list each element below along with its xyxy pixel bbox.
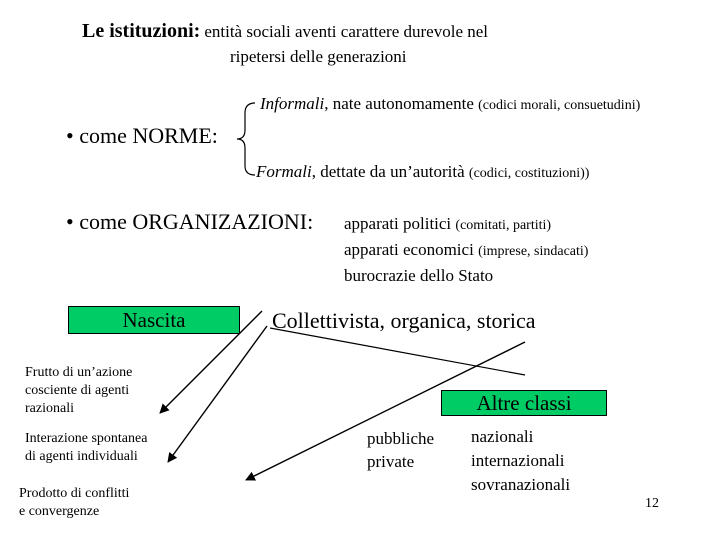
norme-label: • come NORME: (66, 123, 218, 148)
origin-line-6: Prodotto di conflitti (19, 486, 130, 501)
org-item-politici-text: apparati politici (344, 214, 452, 233)
title-text-2: ripetersi delle generazioni (230, 47, 407, 66)
origin-line-5: di agenti individuali (25, 449, 138, 464)
altre-classi-nazionali: nazionali (471, 427, 534, 446)
formali-word: Formali (256, 162, 312, 181)
org-item-politici-note: (comitati, partiti) (455, 218, 552, 233)
informali-text: , nate autonomamente (324, 94, 474, 113)
arrow-nascita-to-interazione (168, 326, 267, 462)
origin-line-1: Frutto di un’azione (25, 365, 133, 380)
formali-note: (codici, costituzioni)) (468, 166, 590, 181)
origin-line-4: Interazione spontanea (25, 431, 148, 446)
informali-note: (codici morali, consuetudini) (478, 98, 641, 113)
organizzazioni-label: • come ORGANIZAZIONI: (66, 209, 314, 234)
org-item-economici-note: (imprese, sindacati) (478, 244, 589, 259)
informali-word: Informali (260, 94, 325, 113)
arrow-descr-to-conflitti (246, 342, 525, 480)
nascita-description: Collettivista, organica, storica (272, 308, 536, 333)
org-item-economici-text: apparati economici (344, 240, 474, 259)
altre-classi-internazionali: internazionali (471, 451, 565, 470)
title-text-1: entità sociali aventi carattere durevole nel (204, 22, 489, 41)
norme-brace (237, 103, 255, 175)
title-bold: Le istituzioni: (82, 20, 201, 42)
formali-text: , dettate da un’autorità (311, 162, 465, 181)
origin-line-2: cosciente di agenti (25, 383, 130, 398)
arrow-nascita-to-frutto (160, 311, 262, 413)
nascita-box: Nascita (68, 306, 240, 334)
origin-line-7: e convergenze (19, 504, 100, 519)
altre-classi-private: private (367, 452, 415, 471)
arrow-nascita-to-conflitti (270, 328, 525, 375)
altre-classi-box: Altre classi (441, 390, 607, 416)
origin-line-3: razionali (25, 401, 74, 416)
page-number: 12 (645, 496, 659, 511)
org-item-burocrazie: burocrazie dello Stato (344, 266, 494, 285)
altre-classi-pubbliche: pubbliche (367, 429, 435, 448)
altre-classi-sovranazionali: sovranazionali (471, 475, 571, 494)
